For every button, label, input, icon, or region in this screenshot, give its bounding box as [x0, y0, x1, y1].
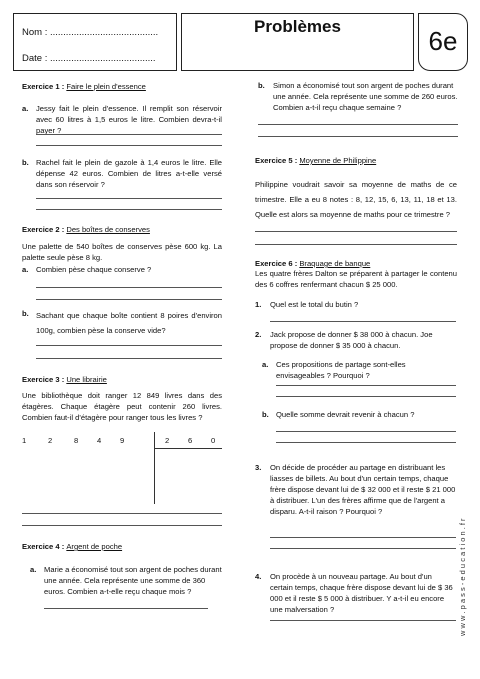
dividend-digit: 8 [74, 436, 79, 445]
answer-line [258, 136, 458, 137]
dividend-digit: 9 [120, 436, 125, 445]
ex1-heading [22, 81, 146, 92]
ex1-title: Faire le plein d'essence [66, 82, 146, 91]
dividend-digit: 2 [48, 436, 53, 445]
answer-line [36, 209, 222, 210]
ex2-b-label: b. [22, 309, 29, 318]
ex2-intro: Une palette de 540 boîtes de conserves pèse 600 kg. La palette seule pèse 8 kg. [22, 242, 222, 262]
ex4-number: Exercice 4 : [22, 542, 65, 551]
ex5-number: Exercice 5 : [255, 156, 298, 165]
ex1-a-text: Jessy fait le plein d'essence. Il remplit son réservoir avec 60 litres à 1,5 euros le litre. Combien devra-t-il payer ? [36, 104, 222, 135]
ex5-title: Moyenne de Philippine [299, 156, 377, 165]
answer-line [36, 299, 222, 300]
dividend-digit: 4 [97, 436, 102, 445]
answer-line [22, 513, 222, 514]
ex1-b-label: b. [22, 158, 29, 167]
division-horizontal-bar [154, 448, 222, 449]
division-vertical-bar [154, 432, 155, 504]
ex6-number: Exercice 6 : [255, 259, 298, 268]
ex6-q3-label: 3. [255, 463, 262, 472]
ex6-q2a-label: a. [262, 360, 269, 369]
ex4-title: Argent de poche [66, 542, 123, 551]
date-field: Date : ........................................ [22, 53, 156, 64]
answer-line [255, 231, 457, 232]
answer-line [270, 321, 456, 322]
answer-line [36, 145, 222, 146]
answer-line [36, 198, 222, 199]
dividend-digit: 1 [22, 436, 27, 445]
ex6-q2a-text: Ces propositions de partage sont-elles envisageables ? Pourquoi ? [276, 360, 406, 380]
ex2-a-text: Combien pèse chaque conserve ? [36, 265, 152, 274]
ex6-title: Braquage de banque [299, 259, 371, 268]
ex5-text: Philippine voudrait savoir sa moyenne de maths de ce trimestre. Elle a eu 8 notes : 8, 12, 15, 6, 13, 11, 18 et 13. Quelle est alors sa moyenne de maths pour ce trimestre ? [255, 180, 457, 219]
ex6-q2-text: Jack propose de donner $ 38 000 à chacun. Joe propose de donner $ 35 000 à chacun. [270, 330, 433, 350]
ex3-number: Exercice 3 : [22, 375, 65, 384]
answer-line [36, 345, 222, 346]
ex4-a-label: a. [30, 565, 37, 574]
page-title: Problèmes [254, 17, 341, 36]
answer-line [270, 620, 456, 621]
ex2-a-label: a. [22, 265, 29, 274]
ex6-q1-text: Quel est le total du butin ? [270, 300, 359, 309]
site-watermark: w w w . p a s s - e d u c a t i o n . f r [458, 518, 467, 636]
answer-line [276, 396, 456, 397]
ex2-heading [22, 224, 150, 235]
ex1-a-label: a. [22, 104, 29, 113]
name-field: Nom : ......................................... [22, 27, 159, 38]
answer-line [270, 537, 456, 538]
ex3-intro: Une bibliothèque doit ranger 12 849 livres dans des étagères. Chaque étagère peut contenir 260 livres. Combien faut-il d'étagère pour ranger tous les livres ? [22, 391, 222, 422]
divisor-digit: 2 [165, 436, 170, 445]
answer-line [276, 442, 456, 443]
ex6-q2b-label: b. [262, 410, 269, 419]
answer-line [276, 385, 456, 386]
answer-line [36, 134, 222, 135]
level-label: 6e [428, 26, 458, 56]
ex6-q3-text: On décide de procéder au partage en distribuant les liasses de billets. Au bout d'un certain temps, chaque frère dispose devant lui de $ 32 000 et il reste $ 21 000 à distribuer. L'un des frères affirme que de l'argent a disparu. A-t-il raison ? Pourquoi ? [270, 463, 456, 516]
ex4-heading [22, 541, 122, 552]
ex4-b-label: b. [258, 81, 265, 90]
ex6-q4-label: 4. [255, 572, 262, 581]
answer-line [255, 244, 457, 245]
ex2-title: Des boîtes de conserves [66, 225, 150, 234]
answer-line [44, 608, 208, 609]
ex5-heading [255, 155, 376, 166]
ex4-a-text: Marie a économisé tout son argent de poches durant une année. Cela représente une somme de 360 euros. Combien a-t-elle reçu chaque mois ? [44, 565, 222, 596]
ex4-b-text: Simon a économisé tout son argent de poches durant une année. Cela représente une somme de 260 euros. Combien a-t-il reçu chaque semaine ? [273, 81, 458, 112]
ex6-q2b-text: Quelle somme devrait revenir à chacun ? [276, 410, 415, 419]
answer-line [36, 287, 222, 288]
divisor-digit: 0 [211, 436, 216, 445]
ex2-number: Exercice 2 : [22, 225, 65, 234]
ex6-intro: Les quatre frères Dalton se préparent à partager le contenu des 6 coffres renfermant chacun $ 25 000. [255, 269, 457, 289]
ex2-b-text: Sachant que chaque boîte contient 8 poires d'environ 100g, combien pèse la conserve vide? [36, 311, 222, 335]
ex3-title: Une librairie [66, 375, 107, 384]
ex1-number: Exercice 1 : [22, 82, 65, 91]
answer-line [276, 431, 456, 432]
ex6-q2-label: 2. [255, 330, 262, 339]
divisor-digit: 6 [188, 436, 193, 445]
answer-line [258, 124, 458, 125]
ex6-q1-label: 1. [255, 300, 262, 309]
ex1-b-text: Rachel fait le plein de gazole à 1,4 euros le litre. Elle dépense 42 euros. Combien de litres a-t-elle versé dans son réservoir ? [36, 158, 222, 189]
ex3-heading [22, 374, 107, 385]
answer-line [22, 525, 222, 526]
answer-line [36, 358, 222, 359]
answer-line [270, 548, 456, 549]
ex6-q4-text: On procède à un nouveau partage. Au bout d'un certain temps, chaque frère dispose devant lui de $ 36 000 et il reste $ 5 000 à distribuer. Y a-t-il eu encore une malversation ? [270, 572, 453, 614]
